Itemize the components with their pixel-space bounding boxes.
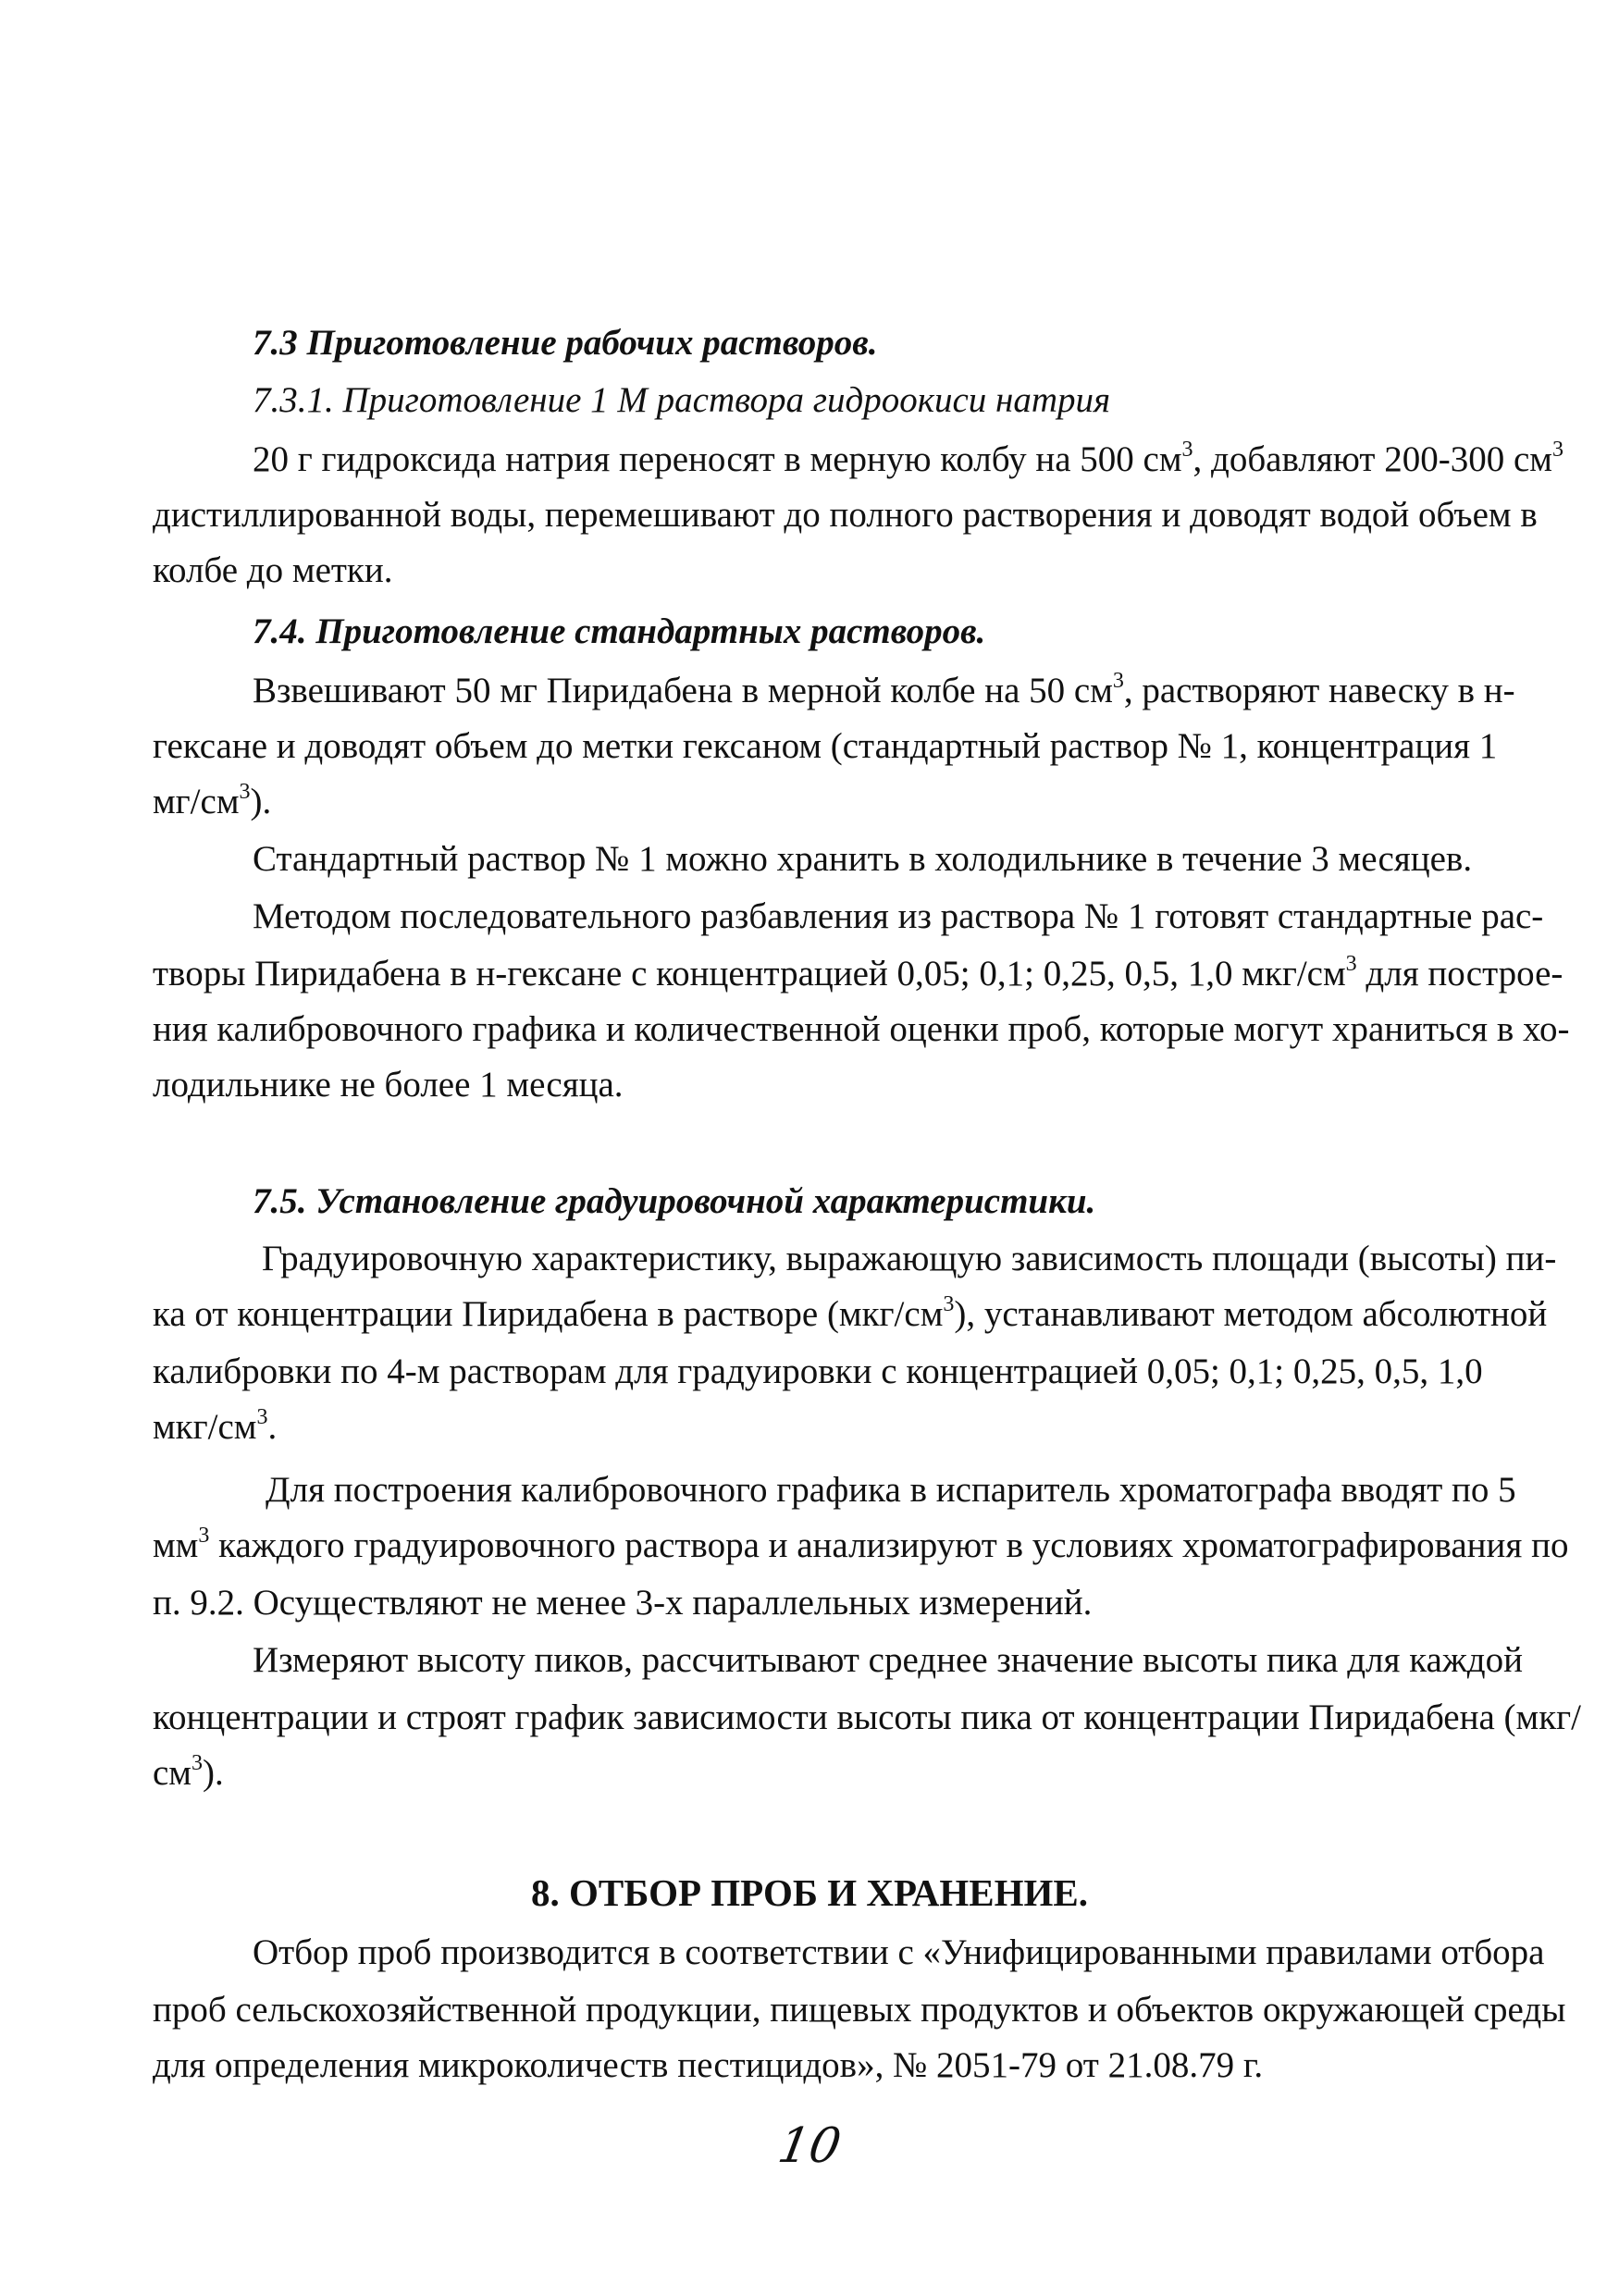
paragraph-line: для определения микроколичеств пестицидов», № 2051-79 от 21.08.79 г. bbox=[153, 2045, 1264, 2085]
paragraph-line: $мг/см^3$). bbox=[153, 780, 272, 821]
page-number: 10 bbox=[773, 2118, 846, 2174]
paragraph-line: $см^3$). bbox=[153, 1751, 224, 1793]
paragraph-line: п. 9.2. Осуществляют не менее 3-х параллельных измерений. bbox=[153, 1583, 1093, 1623]
paragraph-line: Стандартный раствор № 1 можно хранить в холодильнике в течение 3 месяцев. bbox=[253, 839, 1473, 879]
paragraph-line: $мм^3$ каждого градуировочного раствора и анализируют в условиях хроматографирования по bbox=[153, 1524, 1569, 1565]
paragraph-line: Отбор проб производится в соответствии с «Унифицированными правилами отбора bbox=[253, 1932, 1545, 1972]
paragraph-line: гексане и доводят объем до метки гексаном (стандартный раствор № 1, концентрация 1 bbox=[153, 726, 1498, 766]
paragraph-line: Измеряют высоту пиков, рассчитывают среднее значение высоты пика для каждой bbox=[253, 1640, 1524, 1680]
paragraph-line: ния калибровочного графика и количественной оценки проб, которые могут храниться в хо- bbox=[153, 1009, 1570, 1049]
section-7-4-heading: 7.4. Приготовление стандартных растворов. bbox=[253, 611, 986, 651]
paragraph-line: Методом последовательного разбавления из раствора № 1 готовят стандартные рас- bbox=[253, 896, 1544, 936]
paragraph-line: дистиллированной воды, перемешивают до полного растворения и доводят водой объем в bbox=[153, 495, 1538, 535]
section-7-5-heading: 7.5. Установление градуировочной характеристики. bbox=[253, 1181, 1096, 1221]
paragraph-line: Для построения калибровочного графика в испаритель хроматографа вводят по 5 bbox=[266, 1470, 1516, 1510]
section-8-heading: 8. ОТБОР ПРОБ И ХРАНЕНИЕ. bbox=[531, 1871, 1088, 1914]
paragraph-line: ка от концентрации Пиридабена в растворе $(мкг/см^3)$, устанавливают методом абсолютной bbox=[153, 1292, 1548, 1334]
document-page bbox=[153, 0, 1581, 2296]
section-7-3-1-heading: 7.3.1. Приготовление 1 М раствора гидроокиси натрия bbox=[253, 380, 1111, 420]
paragraph-line: проб сельскохозяйственной продукции, пищевых продуктов и объектов окружающей среды bbox=[153, 1990, 1566, 2030]
paragraph-line: Взвешивают 50 мг Пиридабена в мерной колбе на 50 $см^3$, растворяют навеску в н- bbox=[253, 669, 1515, 710]
paragraph-line: творы Пиридабена в н-гексане с концентрацией 0,05; 0,1; 0,25, 0,5, 1,0 мкг/$см^3$ для построе- bbox=[153, 952, 1563, 994]
section-7-3-heading: 7.3 Приготовление рабочих растворов. bbox=[253, 323, 878, 363]
paragraph-line: мкг/$см^3$. bbox=[153, 1405, 278, 1447]
paragraph-line: калибровки по 4-м растворам для градуировки с концентрацией 0,05; 0,1; 0,25, 0,5, 1,0 bbox=[153, 1352, 1483, 1391]
paragraph-line: Градуировочную характеристику, выражающую зависимость площади (высоты) пи- bbox=[262, 1239, 1557, 1278]
paragraph-line: 20 г гидроксида натрия переносят в мерную колбу на 500 $см^3$, добавляют 200-300 $см^3$ bbox=[253, 438, 1563, 479]
paragraph-line: концентрации и строят график зависимости высоты пика от концентрации Пиридабена (мкг/ bbox=[153, 1697, 1581, 1737]
paragraph-line: лодильнике не более 1 месяца. bbox=[153, 1065, 624, 1105]
paragraph-line: колбе до метки. bbox=[153, 550, 393, 590]
